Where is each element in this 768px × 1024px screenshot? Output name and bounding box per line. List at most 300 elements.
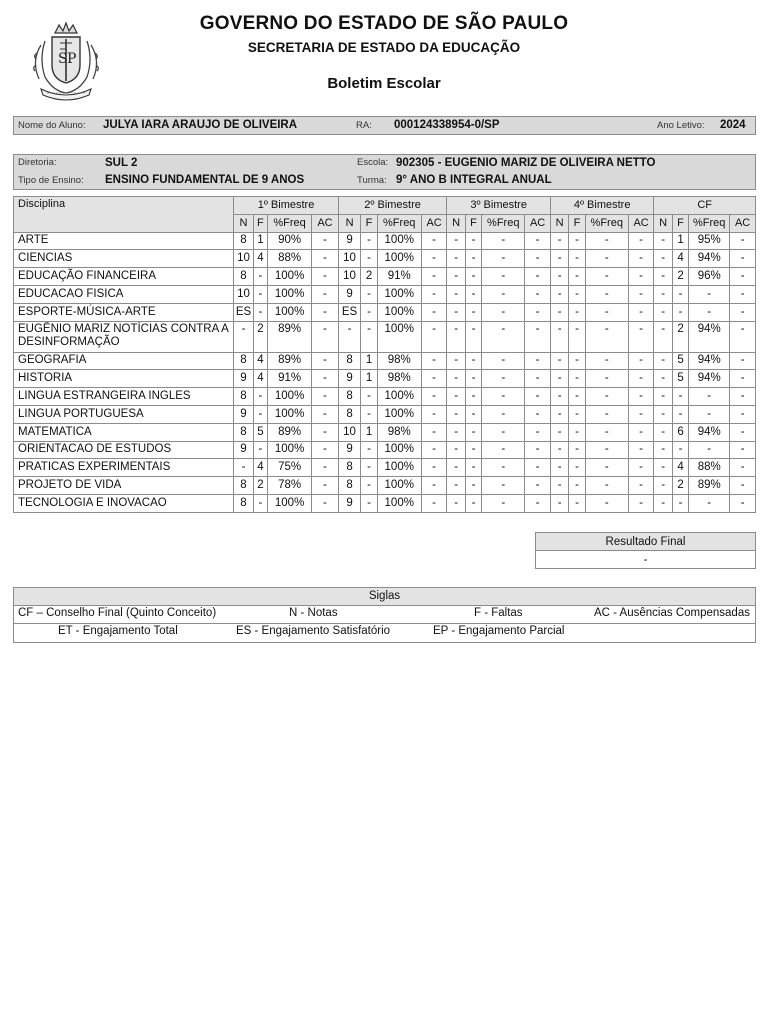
grade-cell: 94% (689, 352, 730, 370)
grade-cell: ES (338, 303, 361, 321)
grade-cell: 9 (338, 232, 361, 250)
grade-cell: 9 (234, 441, 253, 459)
grade-cell: - (447, 388, 465, 406)
escola-value: 902305 - EUGENIO MARIZ DE OLIVEIRA NETTO (396, 157, 656, 169)
grade-cell: - (585, 477, 628, 495)
grade-cell: - (654, 250, 672, 268)
grade-cell: 1 (361, 352, 377, 370)
period-header: 4º Bimestre (550, 197, 654, 215)
sub-header-cell: AC (525, 214, 551, 232)
discipline-cell: CIENCIAS (14, 250, 234, 268)
legend-item: EP - Engajamento Parcial (433, 625, 565, 637)
discipline-cell: LINGUA PORTUGUESA (14, 405, 234, 423)
grade-cell: 88% (268, 250, 312, 268)
grade-cell: - (525, 423, 551, 441)
grade-cell: - (312, 352, 339, 370)
grade-cell: 4 (253, 370, 267, 388)
grade-cell: - (312, 477, 339, 495)
grade-cell: 96% (689, 268, 730, 286)
grade-cell: - (465, 388, 481, 406)
grade-cell: 10 (234, 250, 253, 268)
grade-cell: 8 (234, 423, 253, 441)
final-result-title: Resultado Final (536, 533, 756, 551)
grade-cell: - (569, 285, 585, 303)
grade-cell: - (482, 441, 525, 459)
grade-cell: - (654, 477, 672, 495)
sub-header-cell: F (361, 214, 377, 232)
grade-cell: - (654, 352, 672, 370)
grade-cell: 6 (672, 423, 688, 441)
grade-cell: - (730, 250, 756, 268)
grade-cell: 8 (234, 477, 253, 495)
grade-cell: 100% (377, 321, 421, 352)
discipline-cell: PROJETO DE VIDA (14, 477, 234, 495)
svg-text:S: S (58, 51, 68, 67)
legend-item: N - Notas (289, 607, 338, 619)
table-row (14, 352, 756, 370)
grade-cell: 9 (338, 370, 361, 388)
grade-cell: - (312, 321, 339, 352)
table-row (14, 405, 756, 423)
grade-cell: - (421, 441, 447, 459)
grade-cell: - (525, 405, 551, 423)
grade-cell: 91% (377, 268, 421, 286)
grade-cell: - (482, 285, 525, 303)
grade-cell: - (421, 232, 447, 250)
grade-cell: - (689, 441, 730, 459)
grade-cell: 100% (268, 494, 312, 512)
grade-cell: - (569, 321, 585, 352)
grade-cell: - (447, 250, 465, 268)
sub-header-cell: %Freq (585, 214, 628, 232)
grade-cell: 9 (338, 441, 361, 459)
grade-cell: - (312, 268, 339, 286)
grade-cell: - (569, 370, 585, 388)
grade-cell: - (550, 388, 568, 406)
grade-cell: 8 (338, 388, 361, 406)
school-info-box (13, 154, 756, 190)
grade-cell: - (465, 232, 481, 250)
grades-body (14, 232, 756, 512)
grade-cell: - (672, 388, 688, 406)
discipline-cell: LINGUA ESTRANGEIRA INGLES (14, 388, 234, 406)
grade-cell: - (447, 459, 465, 477)
grade-cell: - (550, 370, 568, 388)
grade-cell: - (525, 370, 551, 388)
grade-cell: - (312, 405, 339, 423)
grade-cell: - (447, 370, 465, 388)
grade-cell: 94% (689, 250, 730, 268)
grade-cell: - (465, 423, 481, 441)
grade-cell: - (550, 303, 568, 321)
grade-cell: 1 (361, 370, 377, 388)
discipline-cell: EUGÊNIO MARIZ NOTÍCIAS CONTRA A DESINFORMAÇÃO (14, 321, 234, 352)
grade-cell: - (550, 477, 568, 495)
grade-cell: - (654, 459, 672, 477)
grade-cell: 5 (672, 352, 688, 370)
grade-cell: - (585, 388, 628, 406)
grade-cell: 1 (361, 423, 377, 441)
grade-cell: 2 (253, 321, 267, 352)
grade-cell: - (689, 303, 730, 321)
grade-cell: - (654, 268, 672, 286)
grade-cell: - (361, 477, 377, 495)
grade-cell: - (312, 459, 339, 477)
grade-cell: - (312, 232, 339, 250)
document-title: Boletim Escolar (327, 75, 441, 92)
grade-cell: 1 (672, 232, 688, 250)
grade-cell: 100% (268, 441, 312, 459)
grade-cell: - (421, 303, 447, 321)
grade-cell: - (730, 268, 756, 286)
grade-cell: - (465, 459, 481, 477)
sub-header-cell: %Freq (377, 214, 421, 232)
grade-cell: - (253, 268, 267, 286)
grade-cell: - (312, 388, 339, 406)
grade-cell: - (482, 423, 525, 441)
grade-cell: - (569, 459, 585, 477)
grade-cell: - (465, 370, 481, 388)
grade-cell: - (361, 285, 377, 303)
grade-cell: - (482, 321, 525, 352)
grade-cell: - (730, 303, 756, 321)
grade-cell: 100% (377, 494, 421, 512)
grade-cell: - (361, 321, 377, 352)
grade-cell: 94% (689, 423, 730, 441)
grade-cell: - (585, 250, 628, 268)
grade-cell: - (482, 477, 525, 495)
student-name: JULYA IARA ARAUJO DE OLIVEIRA (103, 119, 298, 131)
grade-cell: 2 (253, 477, 267, 495)
grade-cell: - (730, 477, 756, 495)
tipo-ensino-label: Tipo de Ensino: (18, 175, 84, 186)
discipline-header: Disciplina (14, 197, 234, 233)
grade-cell: 100% (268, 285, 312, 303)
grade-cell: - (585, 268, 628, 286)
period-header: 1º Bimestre (234, 197, 339, 215)
diretoria-value: SUL 2 (105, 157, 138, 169)
grade-cell: - (672, 285, 688, 303)
grade-cell: 8 (234, 388, 253, 406)
grade-cell: - (585, 303, 628, 321)
sub-header-cell: AC (421, 214, 447, 232)
tipo-ensino-value: ENSINO FUNDAMENTAL DE 9 ANOS (105, 174, 305, 186)
grade-cell: - (569, 388, 585, 406)
grade-cell: 98% (377, 352, 421, 370)
grade-cell: - (421, 352, 447, 370)
grade-cell: - (550, 268, 568, 286)
grade-cell: - (465, 250, 481, 268)
grade-cell: - (361, 232, 377, 250)
grade-cell: - (447, 477, 465, 495)
grade-cell: - (465, 303, 481, 321)
grade-cell: - (628, 268, 654, 286)
student-name-label: Nome do Aluno: (18, 120, 86, 131)
table-row (14, 285, 756, 303)
grade-cell: - (628, 303, 654, 321)
grade-cell: - (550, 494, 568, 512)
grade-cell: - (447, 494, 465, 512)
diretoria-label: Diretoria: (18, 157, 57, 168)
grade-cell: 5 (672, 370, 688, 388)
grade-cell: - (447, 352, 465, 370)
grade-cell: 100% (268, 303, 312, 321)
grade-cell: 8 (234, 494, 253, 512)
grade-cell: 4 (253, 459, 267, 477)
turma-value: 9° ANO B INTEGRAL ANUAL (396, 174, 552, 186)
sub-header-cell: F (672, 214, 688, 232)
grade-cell: - (312, 494, 339, 512)
grade-cell: 89% (689, 477, 730, 495)
escola-label: Escola: (357, 157, 389, 168)
grade-cell: - (447, 232, 465, 250)
grade-cell: - (465, 441, 481, 459)
grade-cell: - (525, 250, 551, 268)
grade-cell: - (569, 477, 585, 495)
grade-cell: - (525, 303, 551, 321)
grade-cell: 94% (689, 370, 730, 388)
grade-cell: - (730, 423, 756, 441)
grade-cell: - (569, 352, 585, 370)
grade-cell: - (482, 303, 525, 321)
grade-cell: - (730, 370, 756, 388)
grade-cell: 98% (377, 423, 421, 441)
grade-cell: - (482, 405, 525, 423)
table-row (14, 268, 756, 286)
grade-cell: 4 (253, 352, 267, 370)
discipline-cell: ORIENTACAO DE ESTUDOS (14, 441, 234, 459)
grade-cell: - (628, 232, 654, 250)
grade-cell: - (654, 285, 672, 303)
period-header: CF (654, 197, 756, 215)
grade-cell: - (654, 405, 672, 423)
grade-cell: - (585, 441, 628, 459)
discipline-cell: GEOGRAFIA (14, 352, 234, 370)
grade-cell: 88% (689, 459, 730, 477)
grade-cell: - (689, 388, 730, 406)
grade-cell: 95% (689, 232, 730, 250)
grade-cell: - (730, 459, 756, 477)
grade-cell: 94% (689, 321, 730, 352)
grade-cell: - (730, 441, 756, 459)
grade-cell: - (253, 285, 267, 303)
grade-cell: 10 (338, 268, 361, 286)
sub-header-cell: F (569, 214, 585, 232)
sub-header-cell: F (253, 214, 267, 232)
grade-cell: - (628, 250, 654, 268)
grade-cell: - (525, 268, 551, 286)
grade-cell: 98% (377, 370, 421, 388)
grade-cell: - (421, 285, 447, 303)
grade-cell: - (465, 268, 481, 286)
grade-cell: - (482, 268, 525, 286)
grade-cell: - (465, 352, 481, 370)
grade-cell: - (421, 459, 447, 477)
grade-cell: - (447, 423, 465, 441)
grade-cell: - (730, 285, 756, 303)
grade-cell: - (628, 321, 654, 352)
grade-cell: - (585, 370, 628, 388)
grade-cell: 100% (377, 232, 421, 250)
grade-cell: - (361, 441, 377, 459)
grade-cell: - (361, 388, 377, 406)
sub-header-cell: %Freq (268, 214, 312, 232)
grade-cell: 100% (377, 441, 421, 459)
grade-cell: 8 (338, 459, 361, 477)
grade-cell: - (253, 303, 267, 321)
grade-cell: 10 (338, 250, 361, 268)
grade-cell: - (421, 405, 447, 423)
grade-cell: - (569, 303, 585, 321)
grade-cell: - (482, 232, 525, 250)
grade-cell: - (465, 321, 481, 352)
grade-cell: - (672, 303, 688, 321)
grade-cell: - (672, 494, 688, 512)
grade-cell: 78% (268, 477, 312, 495)
grade-cell: 8 (234, 268, 253, 286)
grade-cell: 100% (268, 268, 312, 286)
grade-cell: 10 (234, 285, 253, 303)
grade-cell: 2 (672, 268, 688, 286)
grade-cell: - (525, 352, 551, 370)
grade-cell: - (585, 285, 628, 303)
grade-cell: - (421, 388, 447, 406)
period-header: 2º Bimestre (338, 197, 447, 215)
grade-cell: - (482, 459, 525, 477)
legend-item: AC - Ausências Compensadas (594, 607, 750, 619)
grade-cell: 91% (268, 370, 312, 388)
grade-cell: 100% (377, 388, 421, 406)
grade-cell: - (421, 423, 447, 441)
grade-cell: - (654, 303, 672, 321)
legend-title: Siglas (14, 588, 755, 606)
final-result-table (535, 532, 756, 569)
grade-cell: - (525, 285, 551, 303)
grade-cell: - (465, 405, 481, 423)
grade-cell: - (654, 321, 672, 352)
grade-cell: 8 (338, 477, 361, 495)
grade-cell: 89% (268, 423, 312, 441)
grade-cell: 9 (234, 405, 253, 423)
grade-cell: - (654, 441, 672, 459)
table-row (14, 370, 756, 388)
grade-cell: 100% (268, 388, 312, 406)
grade-cell: - (689, 494, 730, 512)
final-result-value: - (536, 551, 756, 569)
sub-header-cell: N (338, 214, 361, 232)
grade-cell: - (585, 232, 628, 250)
grade-cell: - (569, 250, 585, 268)
grade-cell: - (361, 303, 377, 321)
grade-cell: 10 (338, 423, 361, 441)
grade-cell: - (253, 494, 267, 512)
grade-cell: - (730, 494, 756, 512)
grade-cell: - (482, 352, 525, 370)
discipline-cell: TECNOLOGIA E INOVACAO (14, 494, 234, 512)
grade-cell: - (569, 268, 585, 286)
grade-cell: - (482, 370, 525, 388)
legend-row (14, 624, 755, 642)
grade-cell: - (569, 405, 585, 423)
legend-box (13, 587, 756, 643)
grade-cell: 1 (253, 232, 267, 250)
grade-cell: - (338, 321, 361, 352)
grade-cell: 89% (268, 352, 312, 370)
grade-cell: - (654, 494, 672, 512)
legend-item: ET - Engajamento Total (58, 625, 178, 637)
grade-cell: - (654, 370, 672, 388)
table-row (14, 250, 756, 268)
discipline-cell: MATEMATICA (14, 423, 234, 441)
grade-cell: - (312, 370, 339, 388)
grade-cell: 8 (234, 232, 253, 250)
grade-cell: - (628, 459, 654, 477)
grade-cell: - (447, 441, 465, 459)
grade-cell: - (421, 494, 447, 512)
grade-cell: - (312, 423, 339, 441)
grade-cell: - (689, 405, 730, 423)
grade-cell: - (585, 494, 628, 512)
grade-cell: 100% (377, 477, 421, 495)
grade-cell: - (689, 285, 730, 303)
legend-item: ES - Engajamento Satisfatório (236, 625, 391, 637)
grade-cell: - (628, 285, 654, 303)
grade-cell: - (525, 388, 551, 406)
grade-cell: 4 (253, 250, 267, 268)
grade-cell: - (361, 250, 377, 268)
discipline-cell: EDUCAÇÃO FINANCEIRA (14, 268, 234, 286)
grade-cell: - (312, 441, 339, 459)
grade-cell: 5 (253, 423, 267, 441)
grade-cell: - (312, 303, 339, 321)
grade-cell: - (730, 232, 756, 250)
sub-header-cell: AC (628, 214, 654, 232)
table-row (14, 423, 756, 441)
discipline-cell: PRATICAS EXPERIMENTAIS (14, 459, 234, 477)
table-row (14, 232, 756, 250)
grade-cell: - (628, 423, 654, 441)
table-row (14, 321, 756, 352)
grade-cell: - (253, 405, 267, 423)
grade-cell: 4 (672, 250, 688, 268)
grade-cell: - (550, 423, 568, 441)
table-row (14, 388, 756, 406)
turma-label: Turma: (357, 175, 387, 186)
grade-cell: - (628, 477, 654, 495)
grade-cell: - (421, 268, 447, 286)
grade-cell: 100% (377, 250, 421, 268)
grade-cell: - (628, 441, 654, 459)
grade-cell: - (253, 441, 267, 459)
grade-cell: - (730, 352, 756, 370)
svg-text:P: P (67, 51, 77, 67)
year-label: Ano Letivo: (657, 120, 705, 131)
grade-cell: - (550, 232, 568, 250)
grade-cell: - (421, 250, 447, 268)
grade-cell: 2 (672, 321, 688, 352)
grade-cell: - (421, 370, 447, 388)
grade-cell: 8 (338, 352, 361, 370)
grade-cell: - (569, 441, 585, 459)
grade-cell: - (550, 352, 568, 370)
grade-cell: - (482, 388, 525, 406)
sub-header-cell: AC (312, 214, 339, 232)
table-row (14, 477, 756, 495)
discipline-cell: ARTE (14, 232, 234, 250)
government-title: GOVERNO DO ESTADO DE SÃO PAULO (199, 13, 569, 34)
grade-cell: 4 (672, 459, 688, 477)
secretariat-title: SECRETARIA DE ESTADO DA EDUCAÇÃO (247, 40, 521, 55)
